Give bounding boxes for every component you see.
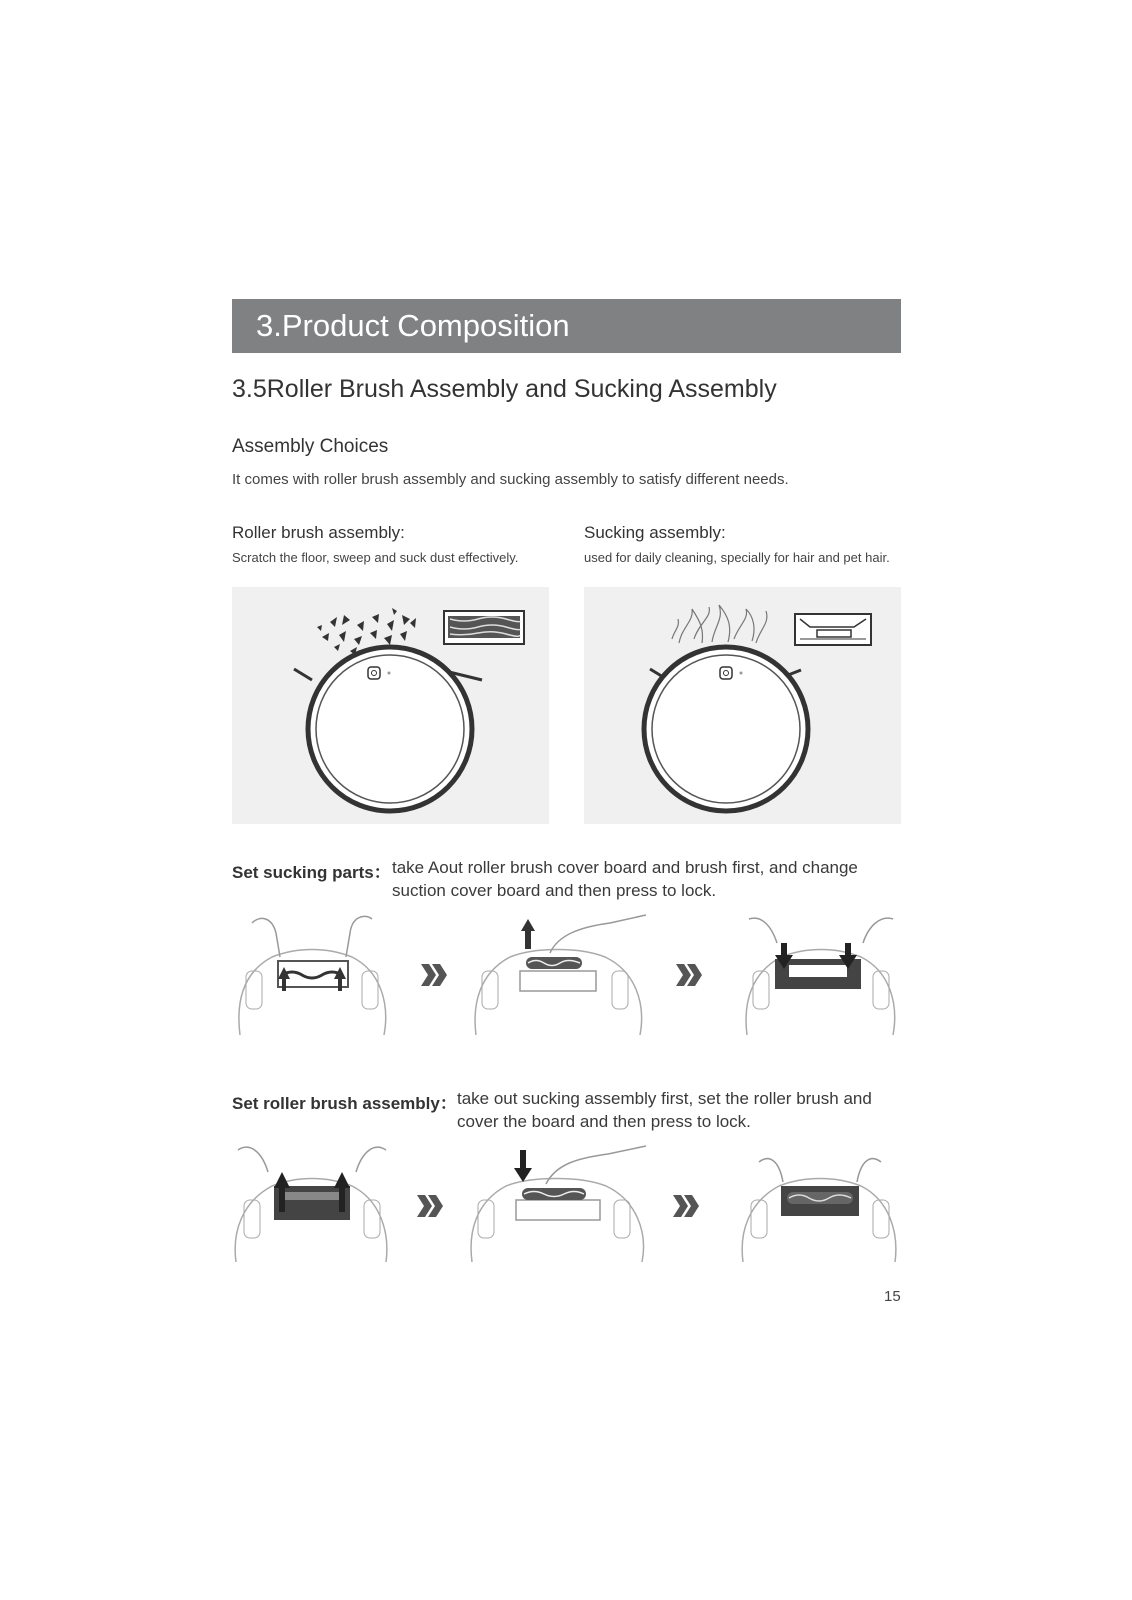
set-sucking-label: Set sucking parts： xyxy=(232,863,391,882)
set-roller-line2: cover the board and then press to lock. xyxy=(457,1112,751,1131)
sucking-step-2-image xyxy=(470,913,650,1035)
assembly-choices-heading: Assembly Choices xyxy=(232,436,389,457)
set-sucking-line1: take Aout roller brush cover board and brush first, and change xyxy=(392,858,858,877)
set-roller-line1: take out sucking assembly first, set the roller brush and xyxy=(457,1089,872,1108)
roller-step-1-image xyxy=(232,1142,392,1262)
assembly-choices-intro: It comes with roller brush assembly and sucking assembly to satisfy different needs. xyxy=(232,471,789,488)
roller-brush-description: Scratch the floor, sweep and suck dust effectively. xyxy=(232,550,519,565)
hand-icon xyxy=(238,1147,268,1172)
set-sucking-line2: suction cover board and then press to lock. xyxy=(392,881,717,900)
arrow-down-icon xyxy=(514,1150,532,1182)
sucking-step-3-image xyxy=(741,913,901,1035)
robot-vacuum-icon xyxy=(232,587,549,824)
section-title: 3.Product Composition xyxy=(256,308,570,343)
roller-brush-illustration xyxy=(232,587,549,824)
sucking-step-1-image xyxy=(232,913,392,1035)
roller-brush-icon xyxy=(444,611,524,644)
double-chevron-right-icon xyxy=(417,1195,443,1222)
hand-icon xyxy=(252,918,280,957)
suction-board-icon xyxy=(795,614,871,645)
robot-vacuum-icon xyxy=(584,587,901,824)
arrow-up-icon xyxy=(521,919,535,949)
hand-icon xyxy=(550,915,646,953)
sucking-illustration xyxy=(584,587,901,824)
sucking-description: used for daily cleaning, specially for hair and pet hair. xyxy=(584,550,890,565)
double-chevron-right-icon xyxy=(421,964,447,991)
subsection-title: 3.5Roller Brush Assembly and Sucking Assembly xyxy=(232,375,777,403)
sucking-heading: Sucking assembly: xyxy=(584,523,726,542)
roller-brush-heading: Roller brush assembly: xyxy=(232,523,405,542)
roller-step-3-image xyxy=(739,1142,901,1262)
double-chevron-right-icon xyxy=(676,964,702,991)
hand-icon xyxy=(749,918,777,943)
double-chevron-right-icon xyxy=(673,1195,699,1222)
page-number: 15 xyxy=(884,1288,901,1305)
roller-step-2-image xyxy=(466,1142,650,1262)
set-roller-label: Set roller brush assembly： xyxy=(232,1094,457,1113)
